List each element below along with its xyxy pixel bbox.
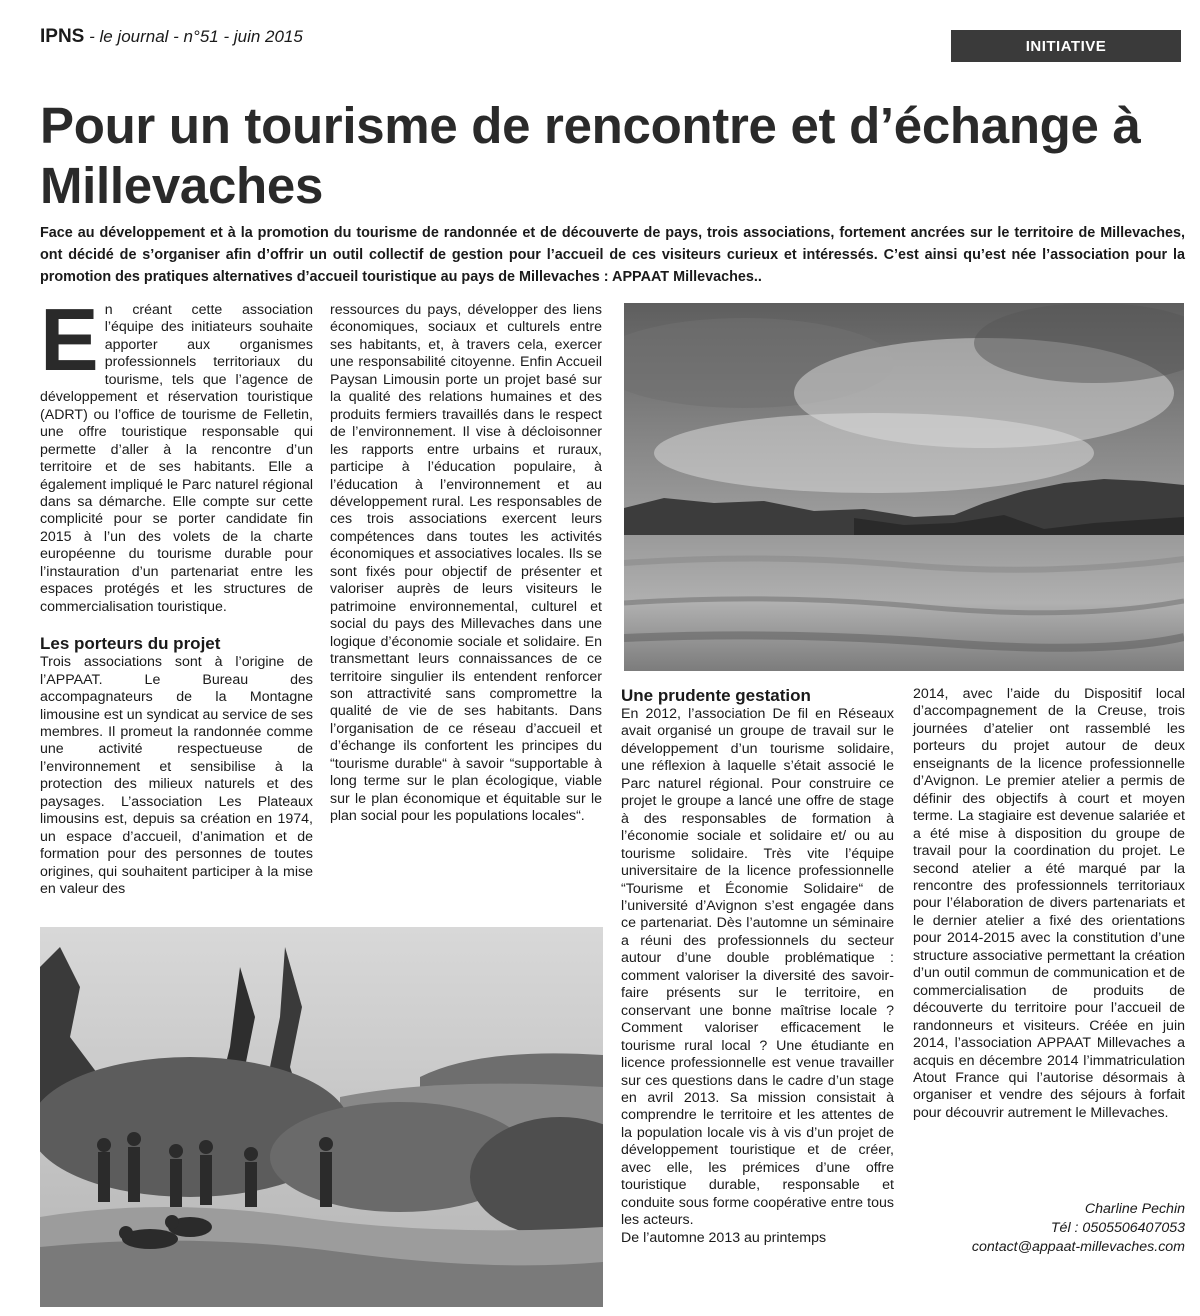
column-2 [330,302,602,826]
gestation-paragraph-1: En 2012, l’association De fil en Réseaux avait organisé un groupe de travail sur le développement d’un tourisme solidaire, une réflexion à laquelle s’était associé le Parc naturel régional. Pour construire ce projet le groupe a lancé une offre de stage à des responsables de formation à l’économie sociale et solidaire et/ ou au tourisme solidaire. Très vite l’équipe universitaire de la licence professionnelle “Tourisme et Économie Solidaire“ de l’université d’Avignon s’est engagée dans ce partenariat. Dès l’automne un séminaire a réuni des professionnels du secteur autour d’une double problématique : comment valoriser la diversité des savoir-faire présents sur le territoire, en conservant une bonne maîtrise locale ? Comment valoriser efficacement le tourisme rural local ? Une étudiante en licence professionnelle est venue travailler sur ces questions dans le cadre d’un stage en avril 2013. Sa mission consistait à comprendre le territoire et les attentes de la population locale vis à vis d’un projet de développement touristique et de créer, avec elle, les prémices d’une offre touristique durable, responsable et conduite sous forme coopérative entre tous les acteurs. [621,706,894,1229]
headline: Pour un tourisme de rencontre et d’échange à Millevaches [40,97,1141,214]
lead-paragraph: Face au développement et à la promotion du tourisme de randonnée et de découverte de pays, trois associations, fortement ancrées sur le territoire de Millevaches, ont décidé de s’organiser afin d’offrir un outil collectif de gestion pour l’accueil de ces visiteurs curieux et intéressés. C’est ainsi qu’est née l’association pour la promotion des pratiques alternatives d’accueil touristique au pays de Millevaches : APPAAT Millevaches.. [40,225,1185,285]
landscape-photo [624,303,1184,671]
masthead [40,26,303,48]
column-3 [621,686,894,1247]
column-1 [40,290,313,899]
porteurs-paragraph-2: ressources du pays, développer des liens économiques, sociaux et culturels entre ses habitants, et, à travers cela, exercer une responsabilité citoyenne. Enfin Accueil Paysan Limousin porte un projet basé sur la qualité des relations humaines et des produits fermiers travaillés dans le respect de l’environnement. Il vise à décloisonner les rapports entre urbains et ruraux, participe à l’éducation populaire, à l’éducation à l’environnement et au développement rural. Les responsables de ces trois associations exercent leurs compétences dans toutes les activités économiques et associatives locales. Ils se sont fixés pour objectif de présenter et valoriser auprès de leurs visiteurs le patrimoine environnemental, culturel et social du pays des Millevaches dans une logique d’économie sociale et solidaire. En transmettant leurs connaissances de ce territoire singulier ils entendent renforcer son attractivité sans compromettre la qualité de vie de ses habitants. Dans l’organisation de ce réseau d’accueil et d’échange ils confortent les principes du “tourisme durable“ à savoir “supportable à long terme sur le plan écologique, viable sur le plan économique et équitable sur le plan social pour les populations locales“. [330,302,602,825]
column-4 [913,686,1185,1122]
subhead-gestation: Une prudente gestation [621,686,811,705]
intro-paragraph: n créant cette association l’équipe des initiateurs souhaite apporter aux organismes professionnels territoriaux du tourisme, tels que l’agence de développement et réservation touristique (ADRT) ou l’office de tourisme de Felletin, une offre touristique responsable qui permette d’aller à la rencontre d’un territoire et de ses habitants. Elle a également impliqué le Parc naturel régional dans sa démarche. Elle compte sur cette complicité pour se porter candidate fin 2015 à l’un des volets de la charte européenne du tourisme durable pour l’instauration d’un partenariat entre les espaces protégés et les structures de commercialisation touristique. [40,302,313,615]
author-email: contact@appaat-millevaches.com [971,1239,1185,1255]
hikers-photo [40,927,603,1307]
subhead-porteurs: Les porteurs du projet [40,634,221,654]
gestation-paragraph-2: 2014, avec l’aide du Dispositif local d’accompagnement de la Creuse, trois journées d’atelier ont rassemblé les porteurs du projet autour de deux enseignants de la licence professionnelle d’Avignon. Le premier atelier a permis de définir des objectifs à court et moyen terme. La stagiaire est devenue salariée et a été mise à disposition du groupe de travail pour la coordination du projet. Le second atelier a été marqué par la rencontre des professionnels territoriaux pour l’élaboration de divers partenariats et le dernier atelier a fixé des orientations pour 2014-2015 avec la constitution d’une structure associative permettant la création d’un outil commun de communication et de commercialisation de produits de découverte du territoire pour l’accueil de randonneurs et visiteurs. Créée en juin 2014, l’association APPAAT Millevaches a acquis en décembre 2014 l’immatriculation Atout France qui l’autorise désormais à organiser et vendre des séjours à forfait pour découvrir autrement le Millevaches. [913,686,1185,1121]
masthead-brand: IPNS [40,26,85,47]
signature [913,1200,1185,1257]
porteurs-paragraph-1: Trois associations sont à l’origine de l’APPAAT. Le Bureau des accompagnateurs de la Montagne limousine est un syndicat au service de ses membres. Il promeut la randonnée comme une activité respectueuse de l’environnement et sensibilise à la protection des milieux naturels et des paysages. L’association Les Plateaux limousins est, depuis sa création en 1974, un espace d’accueil, d’animation et de formation pour des personnes de toutes origines, qui souhaitent participer à la mise en valeur des [40,654,313,898]
author-name: Charline Pechin [1084,1201,1185,1217]
section-tag: INITIATIVE [951,30,1181,62]
masthead-issue: - le journal - n°51 - juin 2015 [84,27,303,46]
author-phone: Tél : 0505506407053 [1050,1220,1185,1236]
gestation-paragraph-1b: De l’automne 2013 au printemps [621,1229,827,1246]
drop-cap: E [40,290,99,389]
